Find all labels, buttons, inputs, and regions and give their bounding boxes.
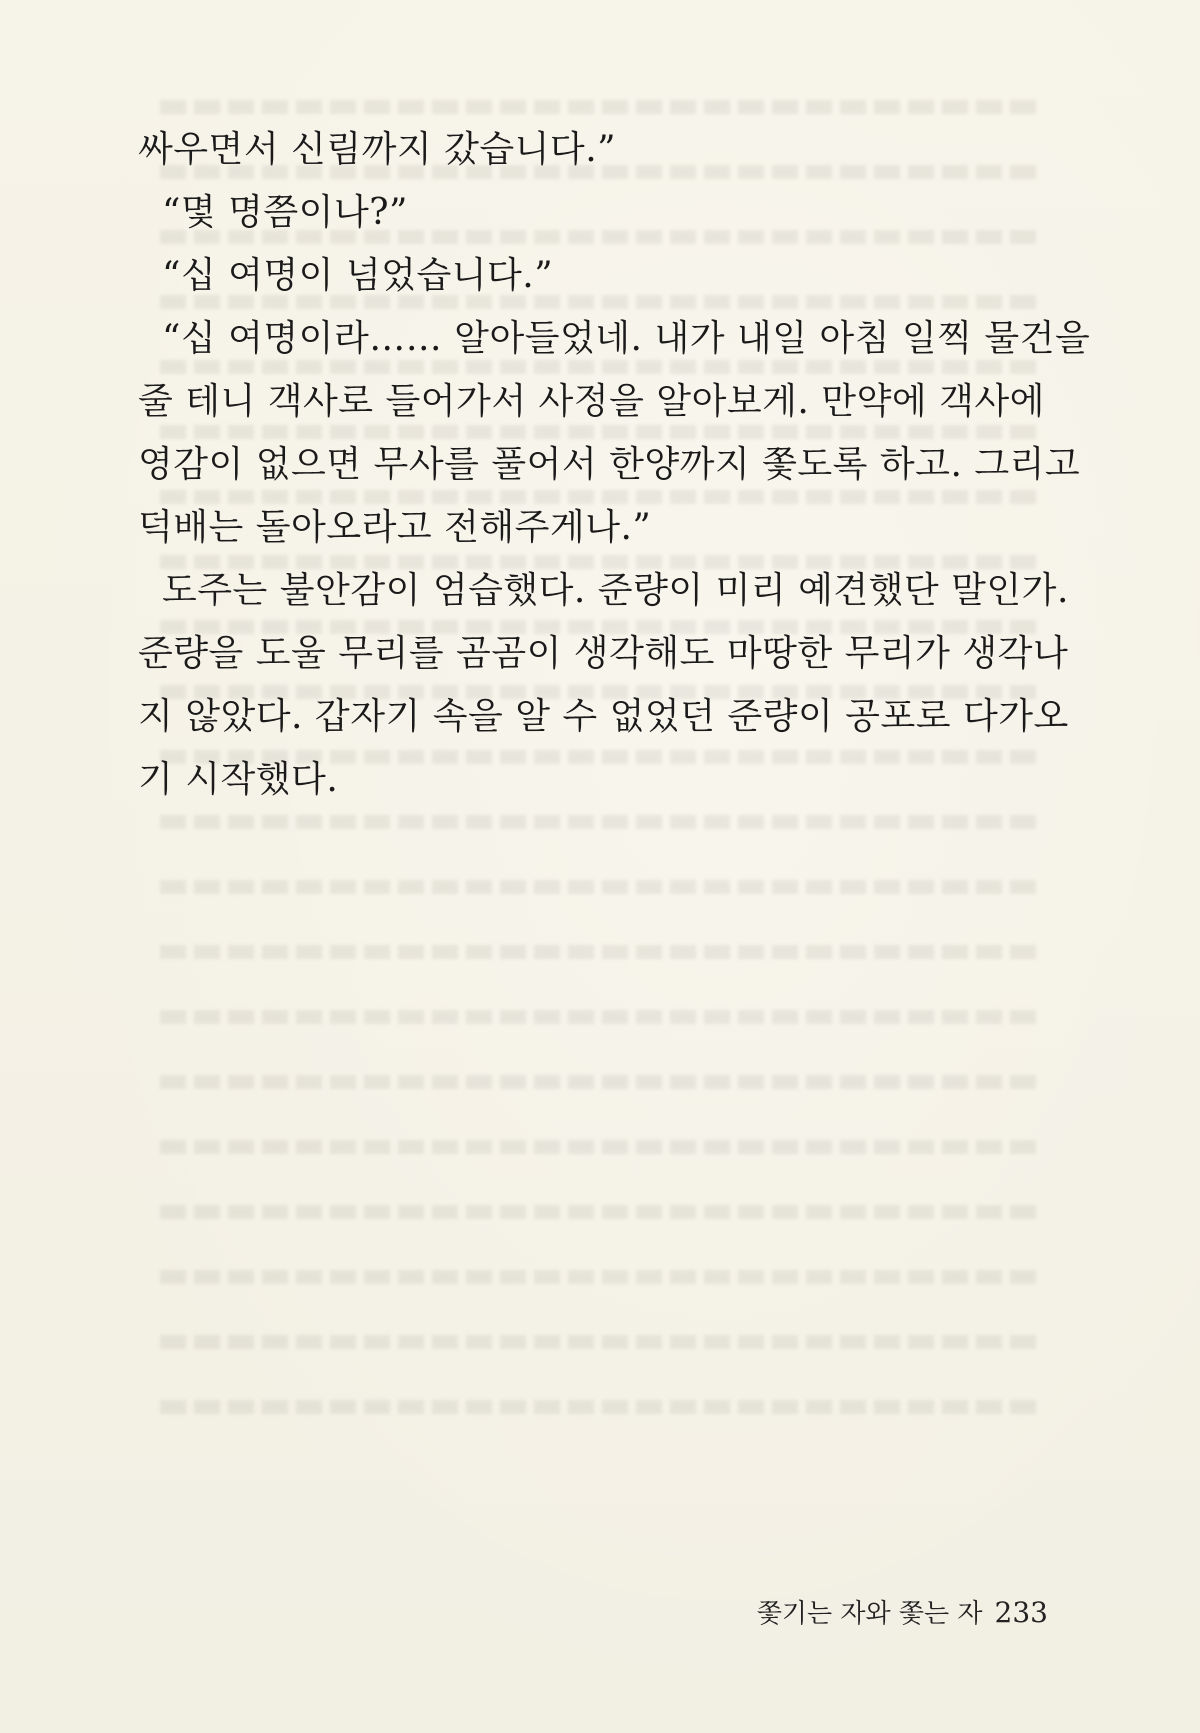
text-line: 덕배는 돌아오라고 전해주게나.” [138, 507, 652, 548]
text-line: 기 시작했다. [138, 759, 339, 800]
text-line: 싸우면서 신림까지 갔습니다.” [138, 129, 617, 170]
running-title: 쫓기는 자와 쫓는 자 [756, 1599, 983, 1629]
text-line: “몇 명쯤이나?” [162, 192, 408, 233]
text-line: “십 여명이 넘었습니다.” [162, 255, 554, 296]
text-line: 준량을 도울 무리를 곰곰이 생각해도 마땅한 무리가 생각나 [138, 633, 1069, 674]
text-line: 영감이 없으면 무사를 풀어서 한양까지 쫓도록 하고. 그리고 [138, 444, 1081, 485]
page-number: 233 [994, 1596, 1048, 1629]
text-line: “십 여명이라…… 알아들었네. 내가 내일 아침 일찍 물건을 [162, 318, 1091, 359]
page-footer [757, 1593, 1048, 1630]
text-line: 줄 테니 객사로 들어가서 사정을 알아보게. 만약에 객사에 [138, 381, 1045, 422]
body-text [138, 118, 1091, 811]
text-line: 도주는 불안감이 엄습했다. 준량이 미리 예견했단 말인가. [162, 570, 1069, 611]
text-line: 지 않았다. 갑자기 속을 알 수 없었던 준량이 공포로 다가오 [138, 696, 1069, 737]
